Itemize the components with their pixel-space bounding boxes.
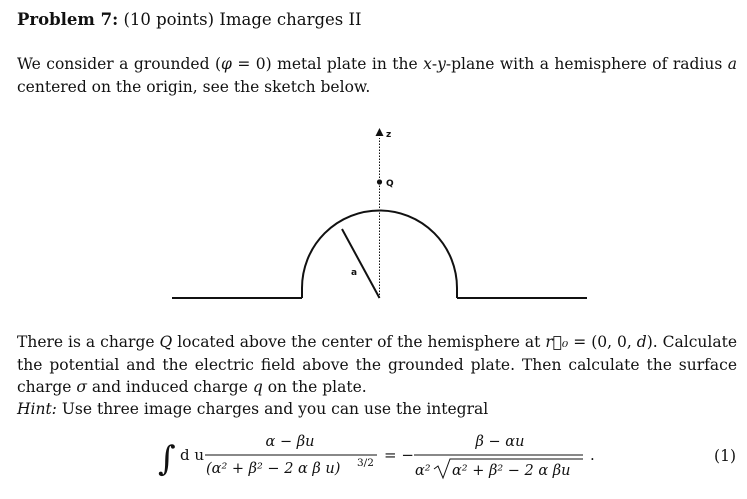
task-text-6: on the plate. — [262, 378, 367, 396]
z-axis-label: z — [386, 130, 392, 140]
z-axis-arrow — [376, 128, 384, 136]
problem-heading — [17, 9, 362, 31]
hint-label: Hint: — [17, 400, 57, 418]
radius-label: a — [351, 268, 358, 278]
induced-charge-symbol: q — [252, 378, 263, 396]
phi-symbol: φ — [221, 55, 232, 73]
lhs-exponent: 3/2 — [357, 457, 374, 469]
hint-text: Use three image charges and you can use the integral — [56, 400, 489, 418]
task-text-4: ). Calculate the potential and the electric field above the grounded plate. Then calculate the surface charge — [17, 333, 737, 396]
problem-label: Problem 7: — [17, 10, 119, 29]
sigma-symbol: σ — [76, 378, 87, 396]
radius-line — [342, 229, 380, 298]
equation-number: (1) — [714, 447, 736, 465]
rhs-root-content: α² + β² − 2 α βu — [452, 463, 571, 479]
lhs-numerator: α − βu — [265, 434, 315, 450]
hemisphere-sketch — [0, 120, 747, 305]
intro-text-4: -plane with a hemisphere of radius — [445, 55, 728, 73]
equation-period: . — [590, 446, 595, 464]
task-text-1: There is a charge — [17, 333, 160, 351]
intro-text-1: We consider a grounded ( — [17, 55, 222, 73]
distance-symbol: d — [636, 333, 647, 351]
rhs-numerator: β − αu — [475, 434, 525, 450]
task-text-2: located above the center of the hemisphere at — [172, 333, 546, 351]
intro-text-3: - — [431, 55, 438, 73]
rhs-denominator-alpha: α² — [415, 463, 431, 479]
intro-text-2: = 0) metal plate in the — [231, 55, 424, 73]
intro-text-5: centered on the origin, see the sketch below. — [17, 77, 371, 96]
y-symbol: y — [437, 55, 446, 73]
integral-sign: ∫ — [158, 439, 176, 479]
task-text-3: = (0, 0, — [568, 333, 637, 351]
position-vector: r⃗₀ — [545, 333, 569, 351]
x-symbol: x — [423, 55, 432, 73]
integral-equation — [0, 428, 747, 488]
problem-points: (10 points) — [123, 10, 215, 29]
charge-label: Q — [386, 179, 394, 189]
radius-symbol: a — [727, 55, 738, 73]
equals-minus: = − — [384, 446, 414, 464]
hint-line — [17, 398, 488, 420]
charge-symbol: Q — [159, 333, 173, 351]
lhs-denominator: (α² + β² − 2 α β u) — [206, 461, 341, 477]
task-text-5: and induced charge — [86, 378, 253, 396]
task-paragraph — [17, 331, 737, 399]
problem-title: Image charges II — [219, 10, 362, 29]
charge-dot — [377, 179, 382, 184]
intro-paragraph — [17, 53, 737, 98]
differential: d u — [180, 446, 205, 464]
